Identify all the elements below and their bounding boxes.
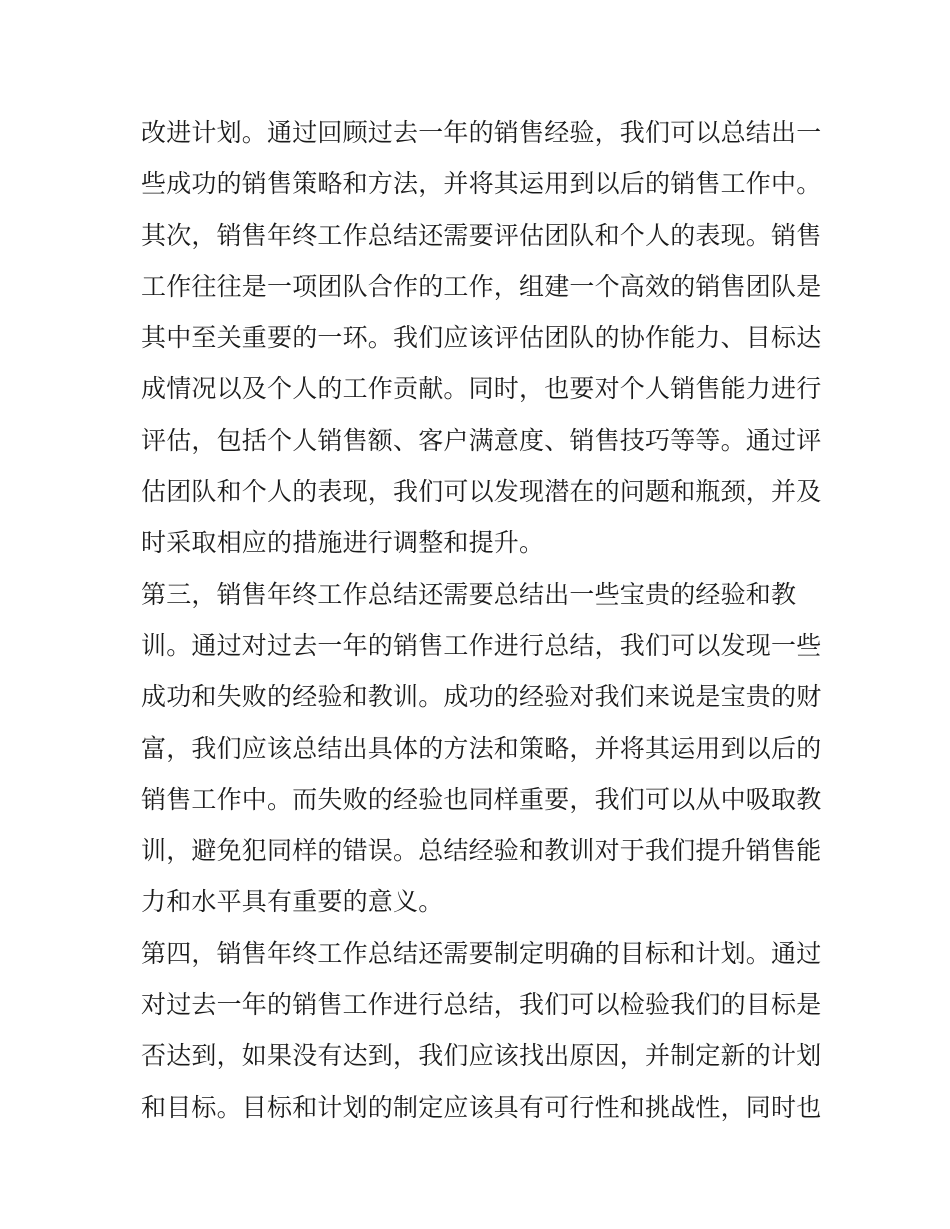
text-line-16: 力和水平具有重要的意义。	[141, 887, 444, 917]
text-line-18: 对过去一年的销售工作进行总结，我们可以检验我们的目标是	[141, 990, 822, 1020]
text-line-17: 第四，销售年终工作总结还需要制定明确的目标和计划。通过	[141, 938, 822, 968]
text-line-8: 估团队和个人的表现，我们可以发现潜在的问题和瓶颈，并及	[141, 477, 822, 507]
text-line-4: 工作往往是一项团队合作的工作，组建一个高效的销售团队是	[141, 271, 822, 301]
text-line-12: 成功和失败的经验和教训。成功的经验对我们来说是宝贵的财	[141, 682, 822, 712]
text-line-3: 其次，销售年终工作总结还需要评估团队和个人的表现。销售	[141, 220, 822, 250]
text-line-13: 富，我们应该总结出具体的方法和策略，并将其运用到以后的	[141, 733, 822, 763]
text-line-19: 否达到，如果没有达到，我们应该找出原因，并制定新的计划	[141, 1041, 822, 1071]
text-line-6: 成情况以及个人的工作贡献。同时，也要对个人销售能力进行	[141, 374, 822, 404]
text-line-2: 些成功的销售策略和方法，并将其运用到以后的销售工作中。	[141, 169, 822, 199]
body-text	[141, 107, 821, 1133]
text-line-1: 改进计划。通过回顾过去一年的销售经验，我们可以总结出一	[141, 118, 822, 147]
text-line-5: 其中至关重要的一环。我们应该评估团队的协作能力、目标达	[141, 323, 822, 353]
text-line-20: 和目标。目标和计划的制定应该具有可行性和挑战性，同时也	[141, 1092, 822, 1122]
text-line-9: 时采取相应的措施进行调整和提升。	[141, 528, 545, 558]
text-line-7: 评估，包括个人销售额、客户满意度、销售技巧等等。通过评	[141, 425, 822, 455]
text-line-11: 训。通过对过去一年的销售工作进行总结，我们可以发现一些	[141, 630, 822, 660]
text-line-10: 第三，销售年终工作总结还需要总结出一些宝贵的经验和教	[141, 579, 797, 609]
text-line-15: 训，避免犯同样的错误。总结经验和教训对于我们提升销售能	[141, 836, 822, 866]
text-line-14: 销售工作中。而失败的经验也同样重要，我们可以从中吸取教	[141, 784, 822, 814]
